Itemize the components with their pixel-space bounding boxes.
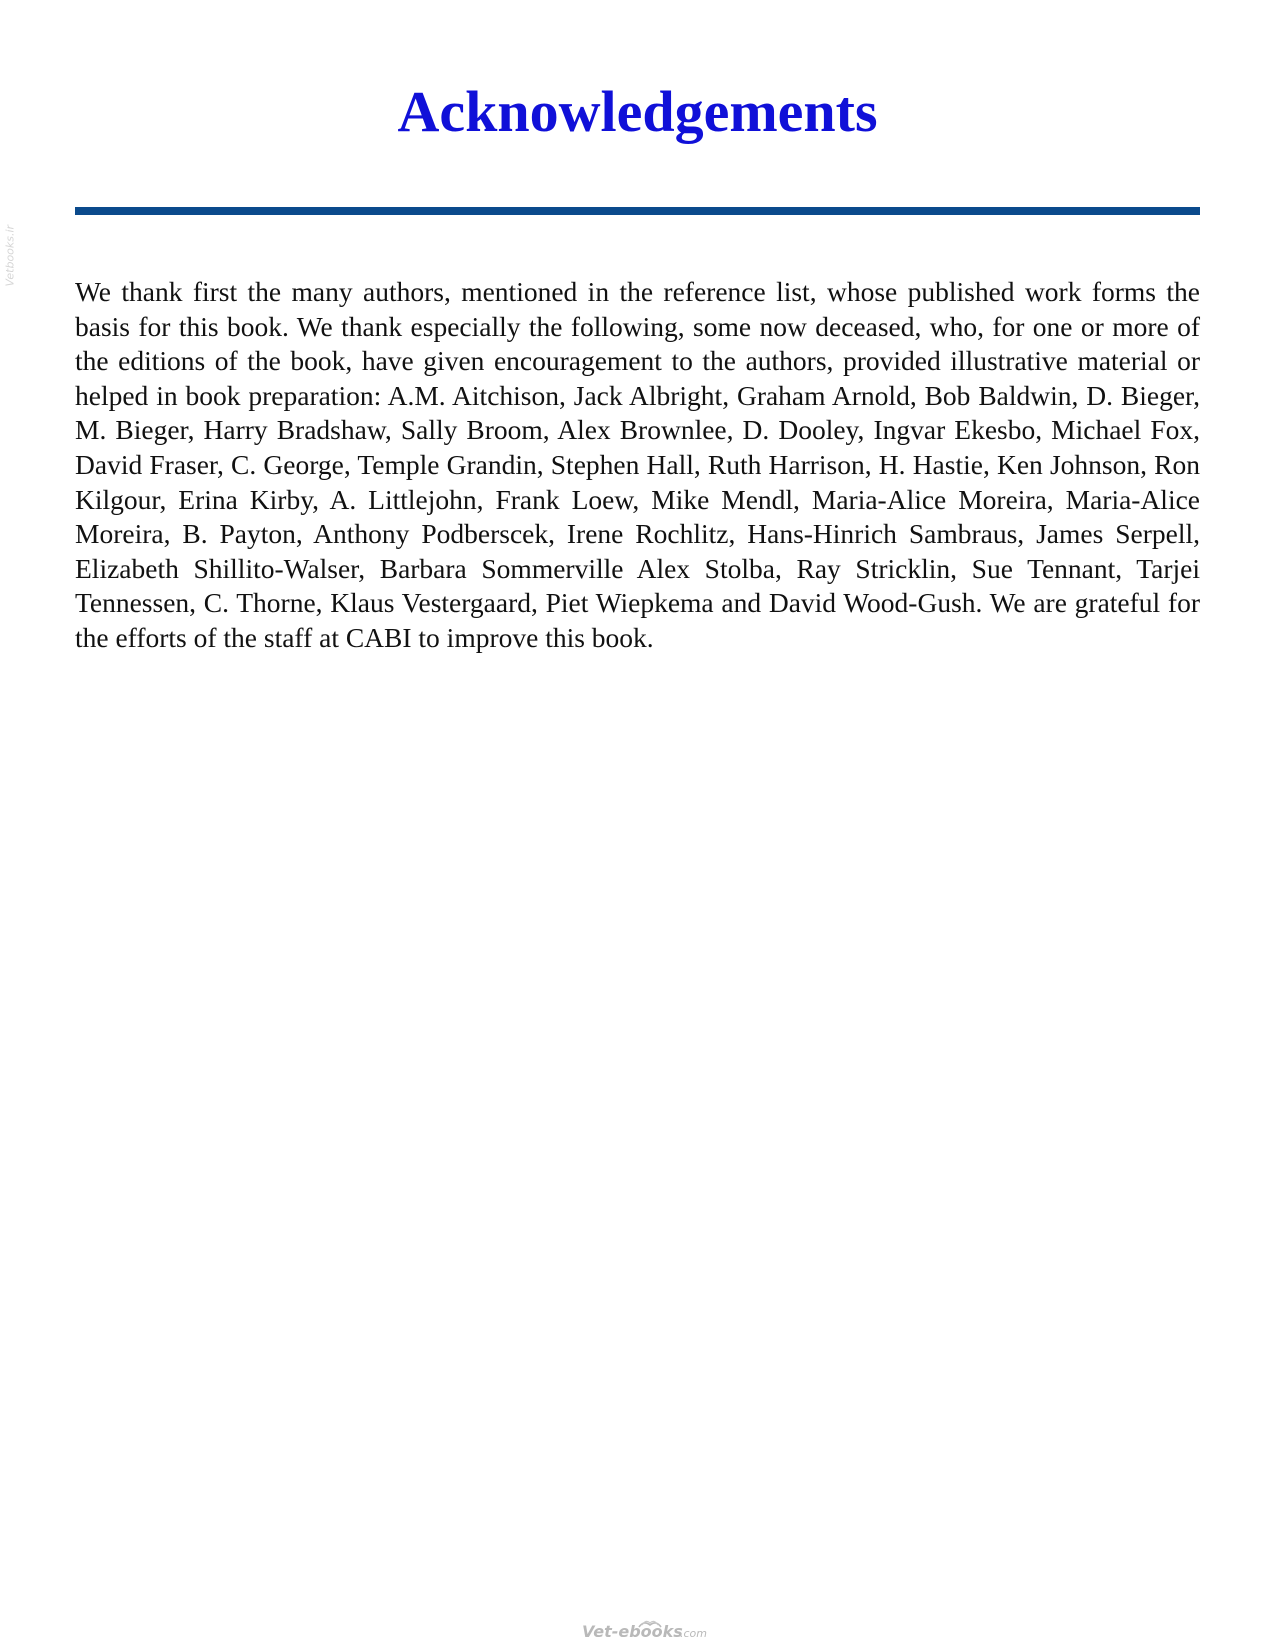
acknowledgements-paragraph: We thank first the many authors, mentioned in the reference list, whose published work forms the basis for this book. We thank especially the following, some now deceased, who, for one or more of the editions of the book, have given encouragement to the authors, provided illustrative material or helped in book preparation: A.M. Aitchison, Jack Albright, Graham Arnold, Bob Baldwin, D. Bieger, M. Bieger, Harry Bradshaw, Sally Broom, Alex Brownlee, D. Dooley, Ingvar Ekesbo, Michael Fox, David Fraser, C. George, Temple Grandin, Stephen Hall, Ruth Harrison, H. Hastie, Ken Johnson, Ron Kilgour, Erina Kirby, A. Littlejohn, Frank Loew, Mike Mendl, Maria-Alice Moreira, Maria-Alice Moreira, B. Payton, Anthony Podberscek, Irene Rochlitz, Hans-Hinrich Sambraus, James Serpell, Elizabeth Shillito-Walser, Barbara Sommerville Alex Stolba, Ray Stricklin, Sue Tennant, Tarjei Tennessen, C. Thorne, Klaus Vestergaard, Piet Wiepkema and David Wood-Gush. We are grateful for the efforts of the staff at CABI to improve this book. [75, 276, 1200, 653]
page-title: Acknowledgements [397, 79, 878, 144]
footer-watermark-text: Vet-ebooks [582, 1622, 683, 1641]
side-watermark: Vetbooks.ir [3, 224, 17, 287]
title-divider [75, 207, 1200, 215]
footer-watermark-logo [582, 1614, 712, 1644]
footer-watermark-suffix: .com [680, 1627, 707, 1640]
